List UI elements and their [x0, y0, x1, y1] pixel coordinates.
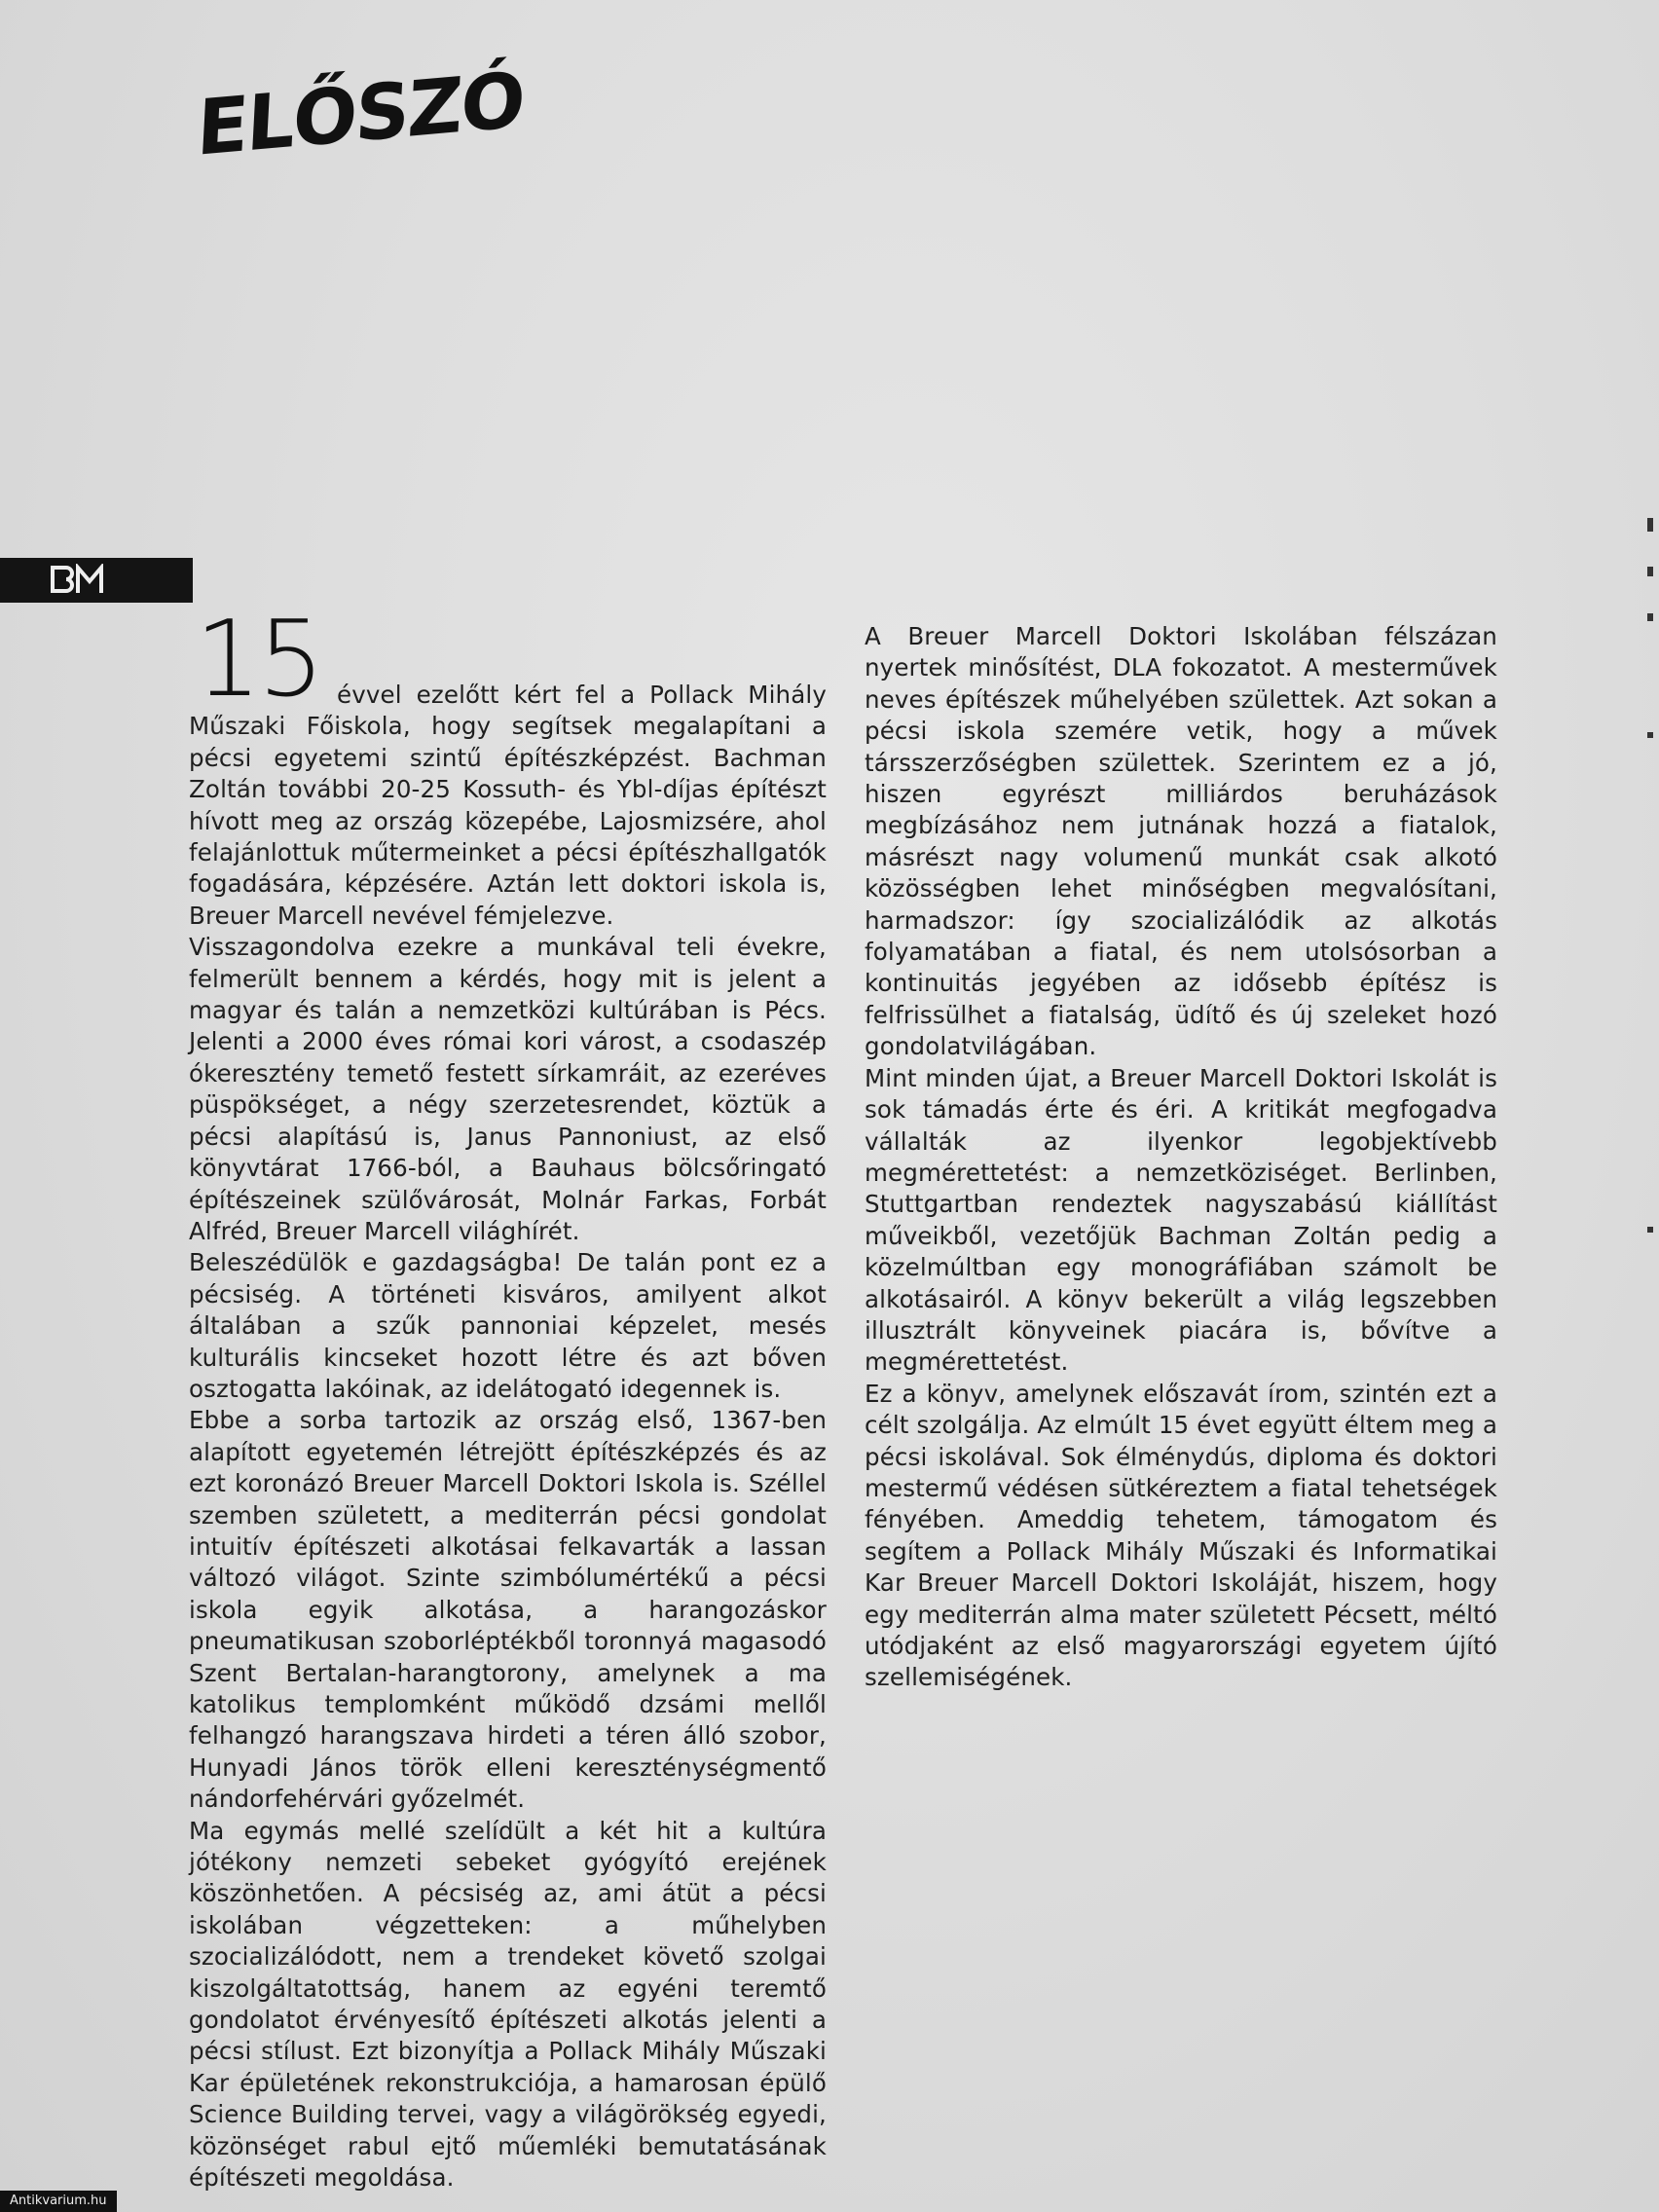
- page-edge-marks: [1630, 487, 1659, 1363]
- paragraph: Mint minden újat, a Breuer Marcell Doktori Iskolát is sok támadás érte és éri. A kritikát megfogadva vállalták az ilyenkor legobjektívebb megmérettetést: a nemzetköziséget. Berlinben, Stuttgartban rendeztek nagyszabású kiállítást műveikből, vezetőjük Bachman Zoltán pedig a közelmúltban egy monográfiában számolt be alkotásairól. A könyv bekerült a világ legszebben illusztrált könyveinek piacára is, bővítve a megmérettetést.: [865, 1063, 1497, 1377]
- right-column: [865, 621, 1497, 1694]
- paragraph: évvel ezelőtt kért fel a Pollack Mihály Műszaki Főiskola, hogy segítsek megalapítani a pécsi egyetemi szintű építészképzést. Bachman Zoltán további 20-25 Kossuth- és Ybl-díjas építészt hívott meg az ország közepébe, Lajosmizsére, ahol felajánlottuk műtermeinket a pécsi építészhallgatók fogadására, képzésére. Aztán lett doktori iskola is, Breuer Marcell nevével fémjelezve.: [189, 681, 827, 930]
- left-column: [189, 635, 827, 2194]
- paragraph: A Breuer Marcell Doktori Iskolában félszázan nyertek minősítést, DLA fokozatot. A mesterművek neves építészek műhelyében születtek. Azt sokan a pécsi iskola szemére vetik, hogy a művek társszerzőségben születtek. Szerintem ez a jó, hiszen egyrészt milliárdos beruházások megbízásához nem jutnának hozzá a fiatalok, másrészt nagy volumenű munkát csak alkotó közösségben lehet minőségben megvalósítani, harmadszor: így szocializálódik az alkotás folyamatában a fiatal, és nem utolsósorban a kontinuitás jegyében az idősebb építész is felfrissülhet a fiatalság, üdítő és új szeleket hozó gondolatvilágában.: [865, 622, 1497, 1061]
- paragraph: Ma egymás mellé szelídült a két hit a kultúra jótékony nemzeti sebeket gyógyító erejének köszönhetően. A pécsiség az, ami átüt a pécsi iskolában végzetteken: a műhelyben szocializálódott, nem a trendeket követő szolgai kiszolgáltatottság, hanem az egyéni teremtő gondolatot érvényesítő építészeti alkotás jelenti a pécsi stílust. Ezt bizonyítja a Pollack Mihály Műszaki Kar épületének rekonstrukciója, a hamarosan épülő Science Building tervei, vagy a világörökség egyedi, közönséget rabul ejtő műemléki bemutatásának építészeti megoldása.: [189, 1816, 827, 2193]
- paragraph: Ebbe a sorba tartozik az ország első, 1367-ben alapított egyetemén létrejött építészképzés és az ezt koronázó Breuer Marcell Doktori Iskola is. Széllel szemben született, a mediterrán pécsi gondolat intuitív építészeti alkotásai felkavarták a lassan változó világot. Szinte szimbólumértékű a pécsi iskola egyik alkotása, a harangozáskor pneumatikusan szoborléptékből toronnyá magasodó Szent Bertalan-harangtorony, amelynek a ma katolikus templomként működő dzsámi mellől felhangzó harangszava hirdeti a téren álló szobor, Hunyadi János török elleni kereszténységmentő nándorfehérvári győzelmét.: [189, 1406, 827, 1814]
- paragraph: Ez a könyv, amelynek előszavát írom, szintén ezt a célt szolgálja. Az elmúlt 15 évet együtt éltem meg a pécsi iskolával. Sok élménydús, diploma és doktori mestermű védésen sütkéreztem a fiatal tehetségek fényében. Ameddig tehetem, támogatom és segítem a Pollack Mihály Műszaki és Informatikai Kar Breuer Marcell Doktori Iskoláját, hiszem, hogy egy mediterrán alma mater született Pécsett, méltó utódjaként az első magyarországi egyetem újító szellemiségének.: [865, 1379, 1497, 1692]
- drop-number: 15: [195, 599, 321, 720]
- bm-logo-icon: [49, 564, 111, 597]
- paragraph: Beleszédülök e gazdagságba! De talán pont ez a pécsiség. A történeti kisváros, amilyent alkot általában a szűk pannoniai képzelet, mesés kulturális kincseket hozott létre és azt bőven osztogatta lakóinak, az idelátogató idegennek is.: [189, 1248, 827, 1403]
- page-title: ELŐSZÓ: [195, 55, 526, 173]
- watermark: Antikvarium.hu: [0, 2191, 117, 2212]
- paragraph: Visszagondolva ezekre a munkával teli évekre, felmerült bennem a kérdés, hogy mit is jelent a magyar és talán a nemzetközi kultúrában is Pécs. Jelenti a 2000 éves római kori várost, a csodaszép ókeresztény temető festett sírkamráit, az ezeréves püspökséget, a négy szerzetesrendet, köztük a pécsi alapítású is, Janus Pannoniust, az első könyvtárat 1766-ból, a Bauhaus bölcsőringató építészeinek szülővárosát, Molnár Farkas, Forbát Alfréd, Breuer Marcell világhírét.: [189, 933, 827, 1245]
- logo-bar: [0, 558, 193, 603]
